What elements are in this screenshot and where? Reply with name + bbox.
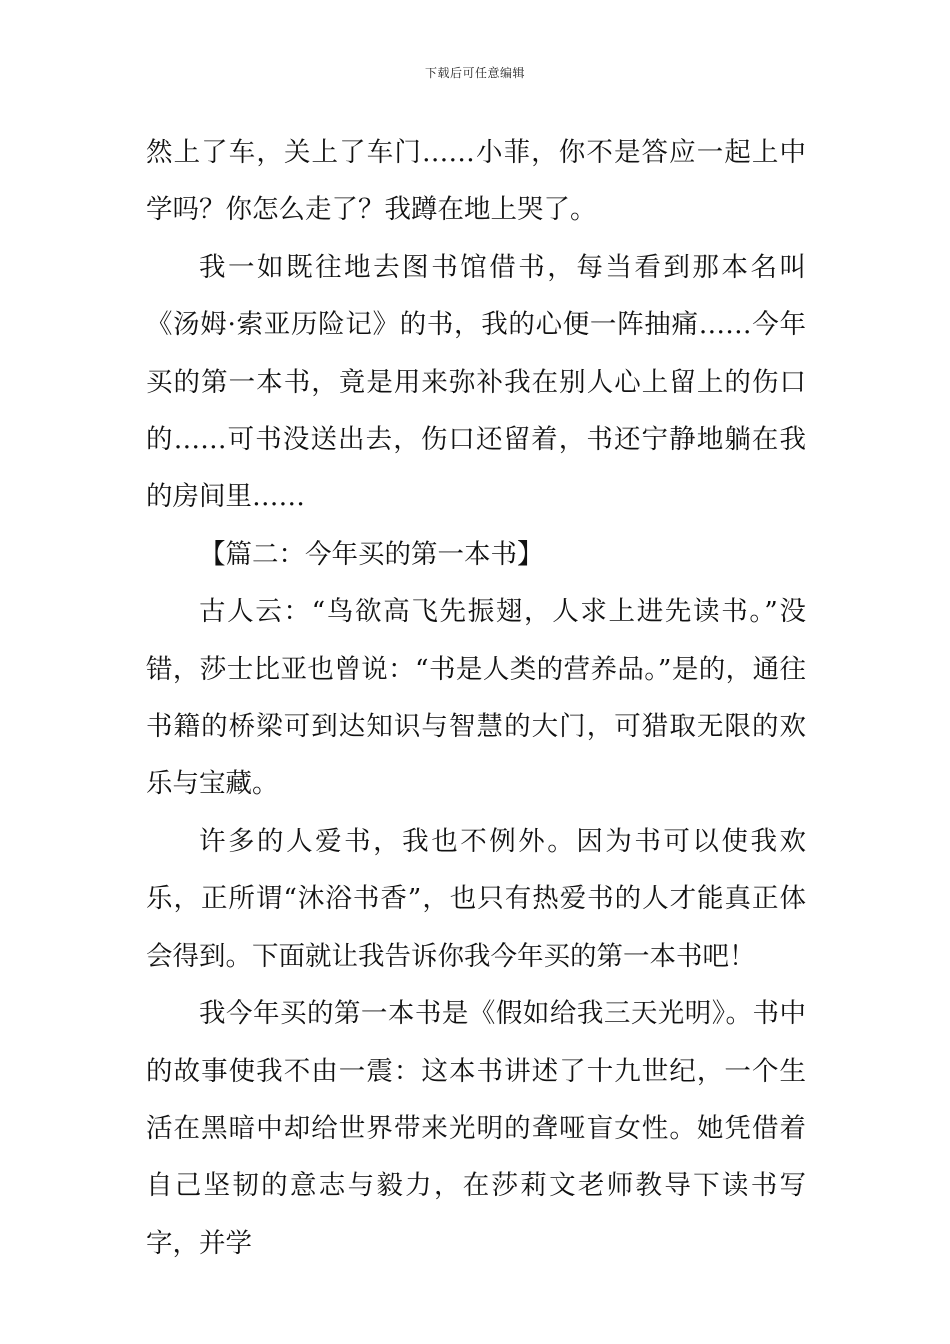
section-heading: 【篇二：今年买的第一本书】 bbox=[199, 538, 544, 570]
paragraph-continuation: 然上了车，关上了车门……小菲，你不是答应一起上中学吗？你怎么走了？我蹲在地上哭了。 bbox=[146, 137, 806, 226]
document-body bbox=[146, 124, 806, 1272]
paragraph-library: 我一如既往地去图书馆借书，每当看到那本名叫《汤姆·索亚历险记》的书，我的心便一阵抽痛……今年买的第一本书，竟是用来弥补我在别人心上留上的伤口的……可书没送出去，伤口还留着，书还宁静地躺在我的房间里…… bbox=[146, 251, 806, 513]
paragraph-love-books: 许多的人爱书，我也不例外。因为书可以使我欢乐，正所谓“沐浴书香”，也只有热爱书的人才能真正体会得到。下面就让我告诉你我今年买的第一本书吧！ bbox=[146, 825, 806, 972]
paragraph-first-book: 我今年买的第一本书是《假如给我三天光明》。书中的故事使我不由一震：这本书讲述了十九世纪，一个生活在黑暗中却给世界带来光明的聋哑盲女性。她凭借着自己坚韧的意志与毅力，在莎莉文老师教导下读书写字，并学 bbox=[146, 998, 806, 1259]
paragraph-quote: 古人云：“鸟欲高飞先振翅，人求上进先读书。”没错，莎士比亚也曾说：“书是人类的营养品。”是的，通往书籍的桥梁可到达知识与智慧的大门，可猎取无限的欢乐与宝藏。 bbox=[146, 596, 806, 800]
page-header: 下载后可任意编辑 bbox=[424, 66, 525, 80]
